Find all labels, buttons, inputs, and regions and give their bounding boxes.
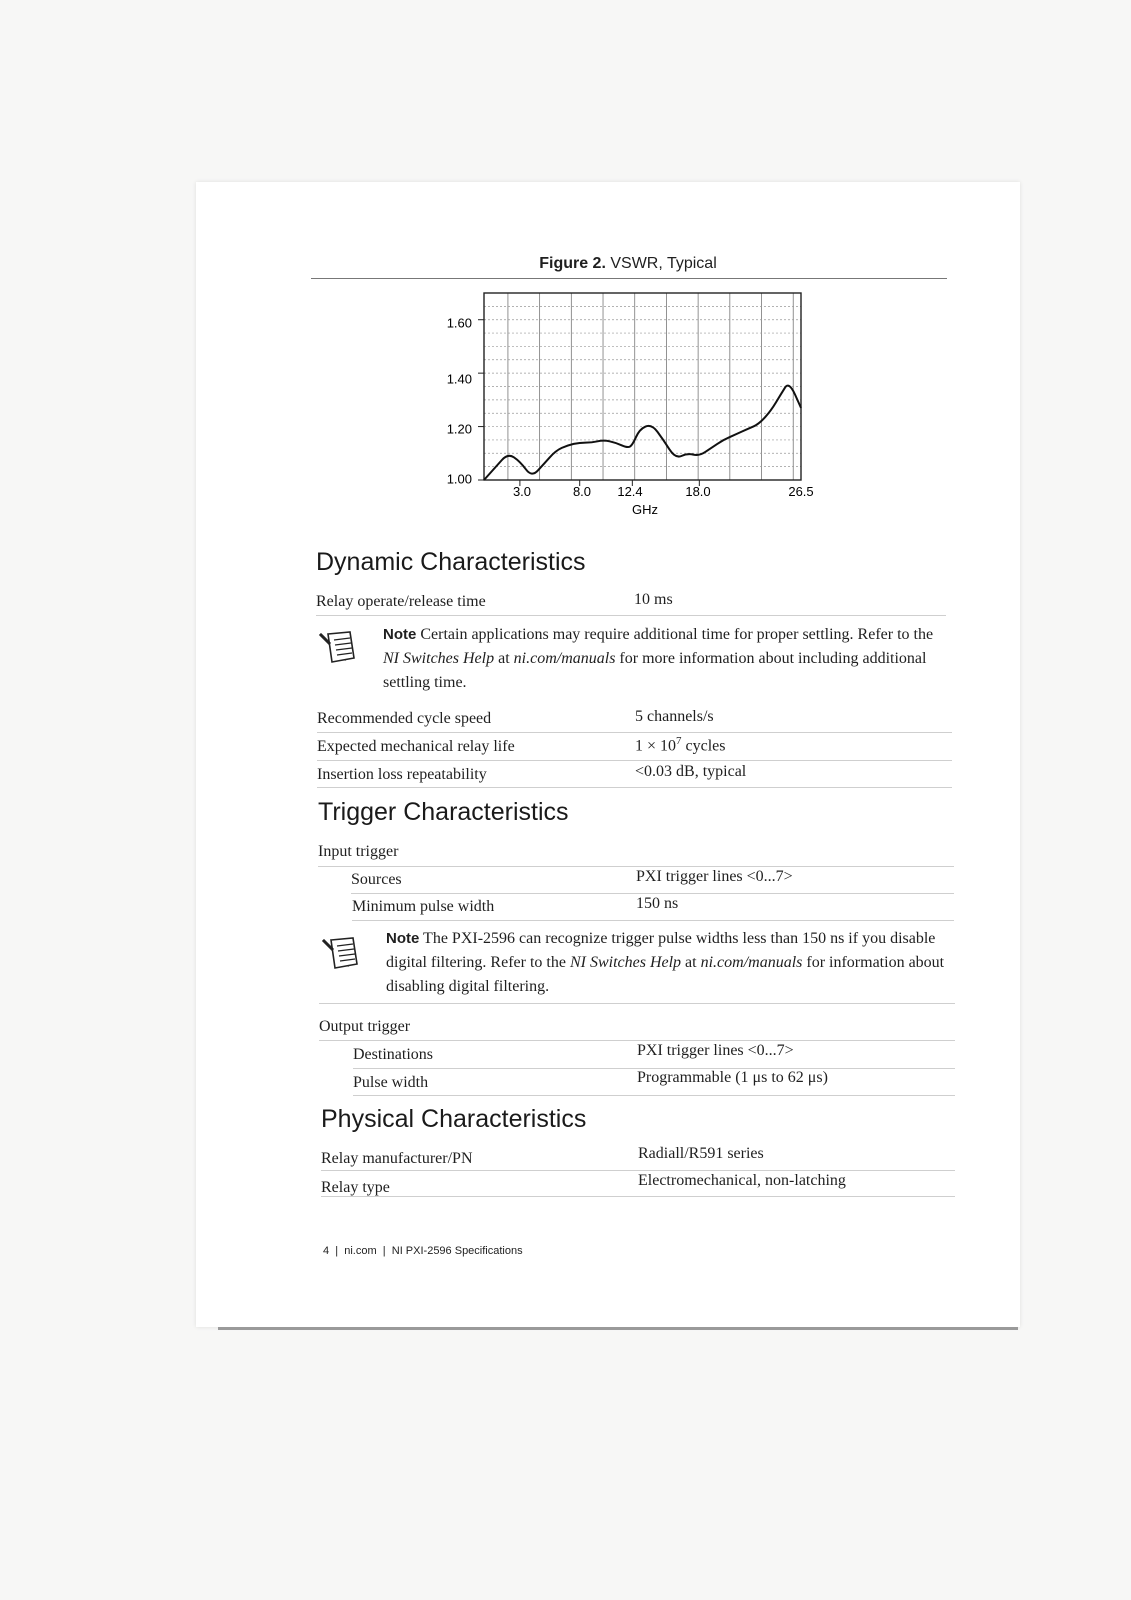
spec-label-relay-manufacturer: Relay manufacturer/PN bbox=[321, 1150, 473, 1167]
row-divider bbox=[316, 615, 946, 616]
row-divider bbox=[351, 893, 954, 894]
chart-grid bbox=[478, 293, 801, 486]
row-divider bbox=[319, 1003, 955, 1004]
row-divider bbox=[321, 1196, 955, 1197]
note-text: for more information about including additional settling time. bbox=[383, 650, 927, 691]
page-bottom-edge bbox=[218, 1327, 1018, 1330]
footer-page-number: 4 bbox=[323, 1245, 330, 1257]
section-title-dynamic: Dynamic Characteristics bbox=[316, 548, 586, 576]
row-divider bbox=[317, 732, 952, 733]
spec-label-min-pulse: Minimum pulse width bbox=[352, 898, 495, 915]
note-dynamic bbox=[383, 623, 943, 695]
row-divider bbox=[318, 866, 954, 867]
note-label: Note bbox=[383, 626, 417, 643]
spec-label-cycle-speed: Recommended cycle speed bbox=[317, 710, 492, 727]
vswr-chart bbox=[430, 286, 820, 522]
x-tick-label: 8.0 bbox=[572, 484, 592, 499]
relay-life-exponent: 7 bbox=[676, 735, 682, 747]
y-tick-label: 1.40 bbox=[446, 371, 472, 387]
x-tick-label: 18.0 bbox=[685, 484, 711, 499]
note-text: The PXI-2596 can recognize trigger pulse widths less than 150 ns if you disable digital filtering. Refer to the bbox=[386, 930, 936, 971]
figure-label: Figure 2. bbox=[539, 255, 606, 272]
figure-title bbox=[310, 255, 946, 273]
x-axis-label: GHz bbox=[632, 502, 658, 517]
spec-label-input-trigger: Input trigger bbox=[318, 843, 399, 860]
relay-life-unit: cycles bbox=[681, 737, 726, 755]
note-link[interactable]: ni.com/manuals bbox=[513, 650, 616, 667]
spec-value-destinations: PXI trigger lines <0...7> bbox=[637, 1042, 794, 1059]
note-help-title: NI Switches Help bbox=[383, 650, 495, 667]
x-tick-label: 26.5 bbox=[788, 484, 814, 499]
spec-label-pulse-width: Pulse width bbox=[353, 1074, 429, 1091]
y-tick-label: 1.00 bbox=[446, 471, 472, 487]
x-tick-label: 3.0 bbox=[512, 484, 532, 499]
spec-label-relay-life: Expected mechanical relay life bbox=[317, 738, 515, 755]
spec-value-pulse-width: Programmable (1 μs to 62 μs) bbox=[637, 1069, 828, 1086]
spec-value-min-pulse: 150 ns bbox=[636, 895, 679, 912]
row-divider bbox=[317, 760, 952, 761]
note-link[interactable]: ni.com/manuals bbox=[700, 954, 803, 971]
note-icon bbox=[319, 934, 363, 979]
note-text: Certain applications may require additional time for proper settling. Refer to the bbox=[416, 626, 934, 643]
spec-label-relay-type: Relay type bbox=[321, 1179, 390, 1196]
spec-label-destinations: Destinations bbox=[353, 1046, 433, 1063]
spec-label-insertion-loss: Insertion loss repeatability bbox=[317, 766, 487, 783]
footer-doc-title: NI PXI-2596 Specifications bbox=[391, 1245, 523, 1257]
spec-label-sources: Sources bbox=[351, 871, 402, 888]
spec-value-operate-time: 10 ms bbox=[634, 591, 673, 608]
footer-separator: | bbox=[335, 1245, 339, 1257]
footer-site-link[interactable]: ni.com bbox=[344, 1245, 377, 1257]
row-divider bbox=[353, 1095, 955, 1096]
row-divider bbox=[352, 920, 954, 921]
spec-value-insertion-loss: <0.03 dB, typical bbox=[635, 763, 747, 780]
spec-value-sources: PXI trigger lines <0...7> bbox=[636, 868, 793, 885]
note-icon bbox=[316, 628, 360, 673]
note-text: at bbox=[494, 650, 514, 667]
note-trigger bbox=[386, 927, 946, 999]
row-divider bbox=[317, 787, 952, 788]
y-tick-label: 1.60 bbox=[446, 315, 472, 331]
page-footer bbox=[323, 1245, 523, 1257]
y-tick-label: 1.20 bbox=[446, 421, 472, 437]
figure-rule bbox=[311, 278, 947, 279]
spec-value-cycle-speed: 5 channels/s bbox=[635, 708, 714, 725]
section-title-physical: Physical Characteristics bbox=[321, 1105, 587, 1133]
note-help-title: NI Switches Help bbox=[569, 954, 682, 971]
footer-separator: | bbox=[382, 1245, 386, 1257]
row-divider bbox=[319, 1040, 955, 1041]
note-label: Note bbox=[386, 930, 420, 947]
note-pad-icon bbox=[316, 628, 360, 668]
spec-value-relay-manufacturer: Radiall/R591 series bbox=[638, 1145, 764, 1162]
note-text: for information about disabling digital filtering. bbox=[386, 954, 945, 995]
spec-value-relay-life bbox=[635, 735, 726, 755]
x-tick-label: 12.4 bbox=[617, 484, 643, 499]
note-text: at bbox=[681, 954, 701, 971]
y-ticks bbox=[447, 315, 472, 486]
section-title-trigger: Trigger Characteristics bbox=[318, 798, 569, 826]
note-pad-icon bbox=[319, 934, 363, 974]
spec-label-operate-time: Relay operate/release time bbox=[316, 593, 486, 610]
spec-value-relay-type: Electromechanical, non-latching bbox=[638, 1172, 846, 1189]
row-divider bbox=[321, 1170, 955, 1171]
spec-label-output-trigger: Output trigger bbox=[319, 1018, 411, 1035]
figure-caption: VSWR, Typical bbox=[610, 255, 717, 272]
relay-life-base: 1 × 10 bbox=[635, 737, 677, 755]
x-ticks bbox=[513, 484, 814, 499]
